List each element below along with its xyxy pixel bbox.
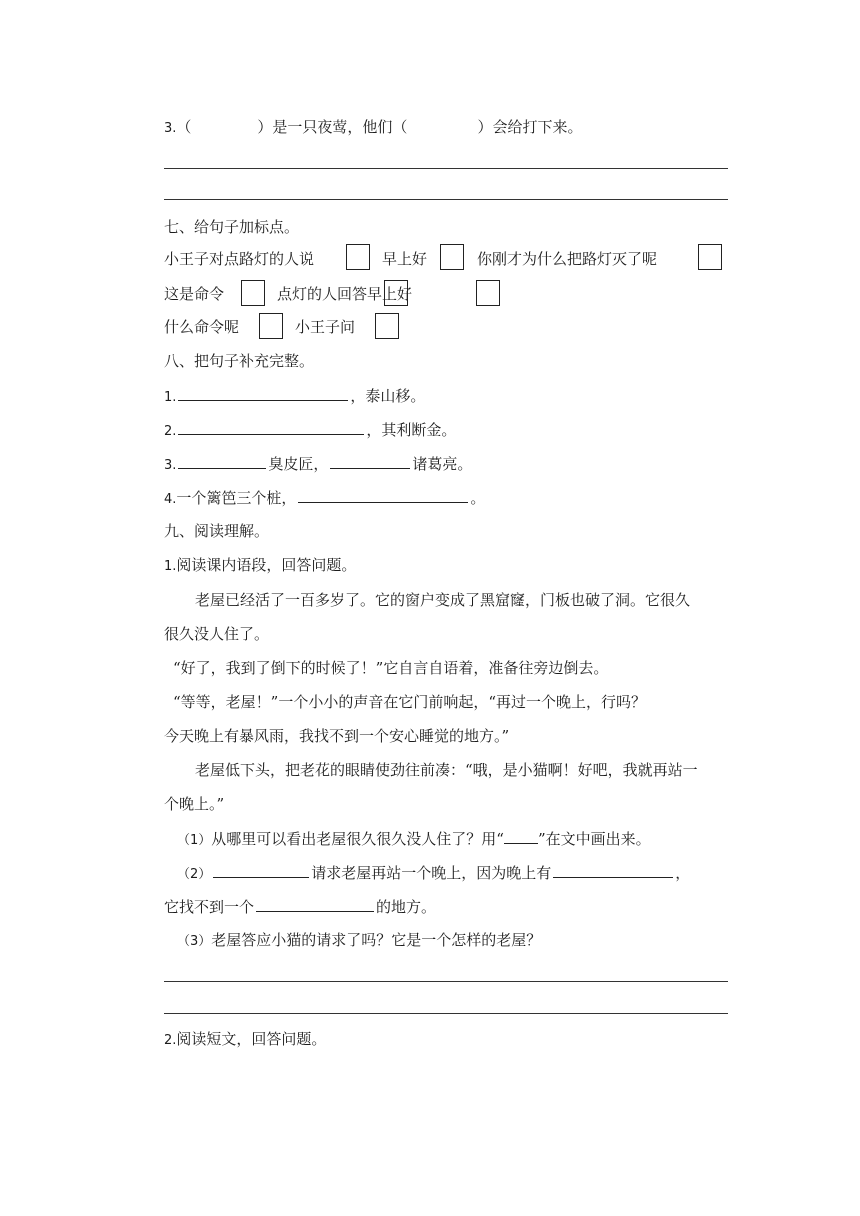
completion-item-1: 1. ，泰山移。 (164, 387, 426, 405)
answer-line[interactable] (164, 199, 728, 200)
section-7-heading: 七、给句子加标点。 (164, 218, 300, 236)
section-8-heading: 八、把句子补充完整。 (164, 352, 315, 370)
passage-text: 今天晚上有暴风雨，我找不到一个安心睡觉的地方。” (164, 727, 510, 745)
blank[interactable] (178, 453, 266, 469)
punctuation-box[interactable] (259, 313, 283, 339)
sentence-text: 小王子对点路灯的人说 (164, 250, 315, 268)
answer-line[interactable] (164, 981, 728, 982)
punctuation-box[interactable] (476, 280, 500, 306)
reading-question-1: （1）从哪里可以看出老屋很久很久没人住了？用“ ”在文中画出来。 (177, 830, 651, 848)
underline-sample (504, 828, 538, 844)
blank[interactable] (298, 487, 468, 503)
punctuation-box[interactable] (384, 280, 408, 306)
sentence-text: 你刚才为什么把路灯灭了呢 (477, 250, 658, 268)
punctuation-box[interactable] (241, 280, 265, 306)
passage-text: 很久没人住了。 (164, 625, 270, 643)
blank[interactable] (553, 862, 673, 878)
section-9-heading: 九、阅读理解。 (164, 522, 270, 540)
question-number: 3. (164, 121, 177, 136)
sub-question-1: 1.阅读课内语段，回答问题。 (164, 556, 357, 574)
sentence-text: 什么命令呢 (164, 318, 240, 336)
question-3-line: 3.（ ）是一只夜莺，他们（ ）会给打下来。 (164, 118, 583, 136)
sentence-text: 早上好 (382, 250, 428, 268)
passage-text: “等等，老屋！”一个小小的声音在它门前响起，“再过一个晚上，行吗？ (173, 693, 647, 711)
blank[interactable] (178, 385, 348, 401)
answer-line[interactable] (164, 168, 728, 169)
passage-text: 个晚上。” (164, 795, 225, 813)
sentence-text: 点灯的人回答早上好 (277, 285, 413, 303)
blank[interactable] (178, 419, 364, 435)
sub-question-2: 2.阅读短文，回答问题。 (164, 1030, 327, 1048)
blank[interactable] (213, 862, 309, 878)
blank[interactable] (330, 453, 410, 469)
completion-item-3: 3. 臭皮匠， 诸葛亮。 (164, 455, 473, 473)
sentence-text: 这是命令 (164, 285, 225, 303)
punctuation-box[interactable] (375, 313, 399, 339)
punctuation-box[interactable] (440, 244, 464, 270)
reading-question-2-cont: 它找不到一个 的地方。 (164, 898, 437, 916)
sentence-text: 小王子问 (295, 318, 356, 336)
completion-item-4: 4.一个篱笆三个桩， 。 (164, 489, 486, 507)
passage-text: “好了，我到了倒下的时候了！”它自言自语着，准备往旁边倒去。 (173, 659, 609, 677)
punctuation-box[interactable] (346, 244, 370, 270)
blank[interactable] (256, 896, 374, 912)
answer-line[interactable] (164, 1013, 728, 1014)
reading-question-3: （3）老屋答应小猫的请求了吗？它是一个怎样的老屋？ (177, 931, 542, 949)
passage-text: 老屋低下头，把老花的眼睛使劲往前凑：“哦，是小猫啊！好吧，我就再站一 (195, 761, 698, 779)
passage-text: 老屋已经活了一百多岁了。它的窗户变成了黑窟窿，门板也破了洞。它很久 (195, 591, 691, 609)
completion-item-2: 2. ，其利断金。 (164, 421, 457, 439)
punctuation-box[interactable] (698, 244, 722, 270)
reading-question-2: （2） 请求老屋再站一个晚上，因为晚上有 ， (177, 864, 691, 882)
